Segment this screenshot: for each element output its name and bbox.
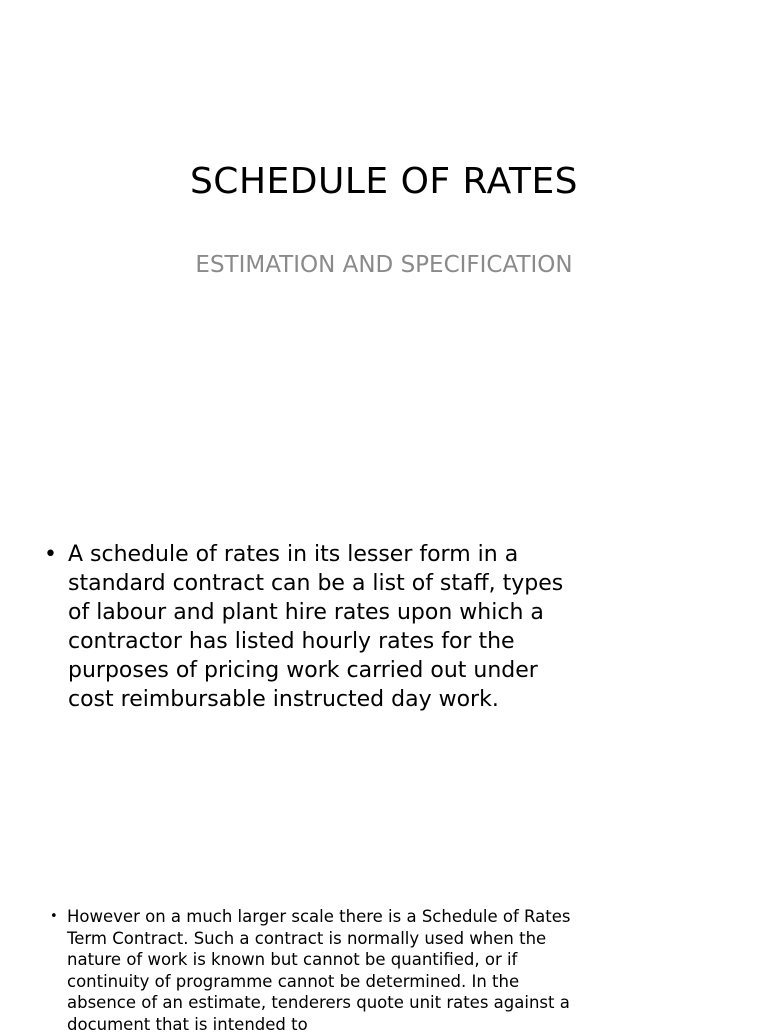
bullet-list-item (50, 906, 590, 1035)
bullet-icon: • (50, 909, 58, 924)
slide-title: SCHEDULE OF RATES (189, 161, 579, 202)
bullet-list-item (44, 540, 584, 714)
bullet-icon: • (44, 542, 57, 567)
slide-subtitle: ESTIMATION AND SPECIFICATION (195, 252, 573, 278)
bullet-text: A schedule of rates in its lesser form in a standard contract can be a list of staff, types of labour and plant hire rates upon which a contractor has listed hourly rates for the purposes of pricing work carried out under cost reimbursable instructed day work. (68, 542, 564, 712)
bullet-text: However on a much larger scale there is a Schedule of Rates Term Contract. Such a contract is normally used when the nature of work is known but cannot be quantified, or if continuity of programme cannot be determined. In the absence of an estimate, tenderers quote unit rates against a document that is intended to (67, 907, 571, 1034)
